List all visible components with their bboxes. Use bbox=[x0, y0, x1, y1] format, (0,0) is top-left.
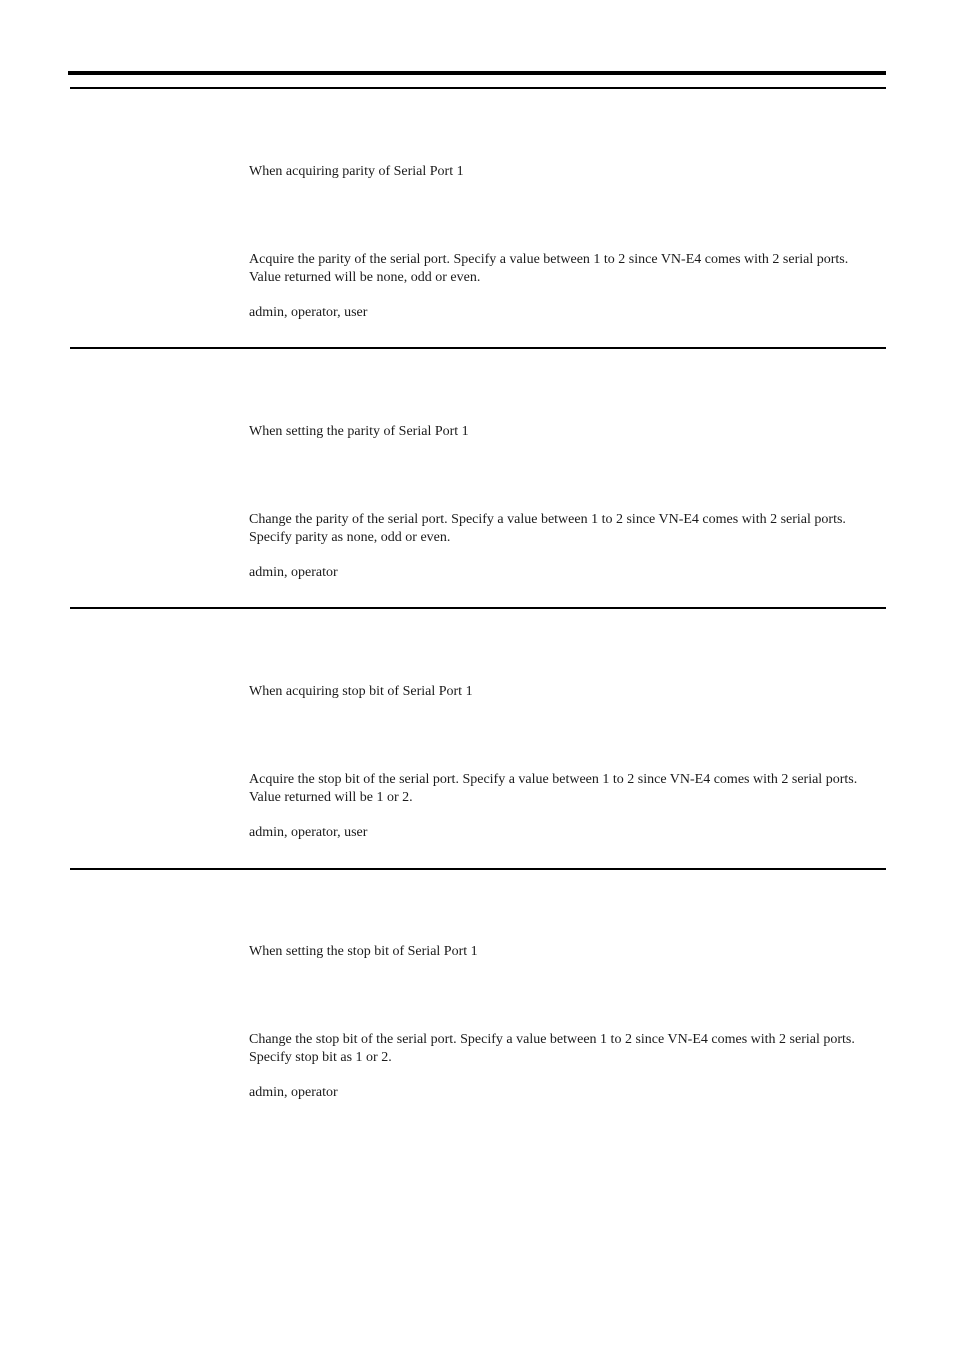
description-line: Acquire the parity of the serial port. Specify a value between 1 to 2 since VN-E4 comes with 2 serial ports. bbox=[249, 252, 849, 267]
authority-text: admin, operator bbox=[249, 1085, 338, 1100]
description-line: Value returned will be none, odd or even. bbox=[249, 270, 481, 285]
example-text: When setting the parity of Serial Port 1 bbox=[249, 424, 469, 439]
section-set-stop-bit bbox=[0, 868, 954, 1128]
example-text: When acquiring parity of Serial Port 1 bbox=[249, 164, 464, 179]
section-acquire-parity bbox=[0, 88, 954, 348]
description-text bbox=[249, 251, 848, 287]
authority-text: admin, operator, user bbox=[249, 825, 368, 840]
description-text bbox=[249, 1031, 855, 1067]
description-text bbox=[249, 771, 857, 807]
section-acquire-stop-bit bbox=[0, 608, 954, 868]
description-line: Specify stop bit as 1 or 2. bbox=[249, 1050, 392, 1065]
description-line: Specify parity as none, odd or even. bbox=[249, 530, 451, 545]
example-text: When setting the stop bit of Serial Port 1 bbox=[249, 944, 478, 959]
description-line: Value returned will be 1 or 2. bbox=[249, 790, 413, 805]
description-line: Change the stop bit of the serial port. Specify a value between 1 to 2 since VN-E4 comes with 2 serial ports. bbox=[249, 1032, 855, 1047]
example-text: When acquiring stop bit of Serial Port 1 bbox=[249, 684, 473, 699]
description-line: Change the parity of the serial port. Specify a value between 1 to 2 since VN-E4 comes with 2 serial ports. bbox=[249, 512, 846, 527]
header-rule-thick bbox=[68, 71, 886, 75]
authority-text: admin, operator, user bbox=[249, 305, 368, 320]
authority-text: admin, operator bbox=[249, 565, 338, 580]
description-line: Acquire the stop bit of the serial port. Specify a value between 1 to 2 since VN-E4 comes with 2 serial ports. bbox=[249, 772, 858, 787]
section-set-parity bbox=[0, 348, 954, 608]
description-text bbox=[249, 511, 846, 547]
